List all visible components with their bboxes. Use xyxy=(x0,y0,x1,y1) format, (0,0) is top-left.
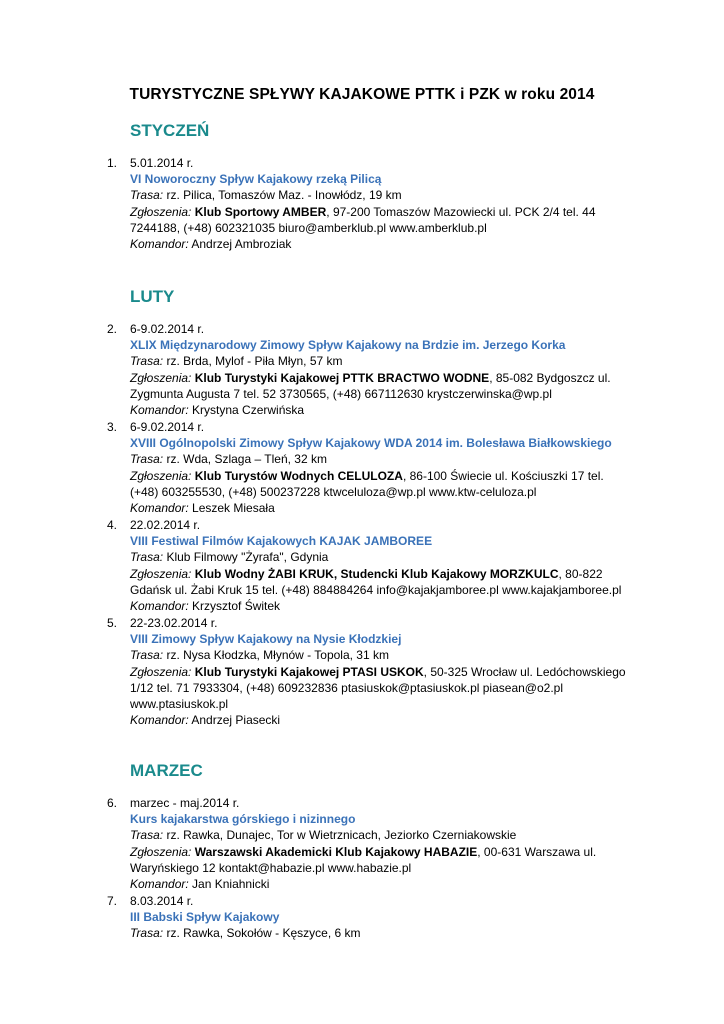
list-item xyxy=(107,795,647,892)
event-date: 6-9.02.2014 r. xyxy=(130,322,205,336)
komandor-label: Komandor: xyxy=(130,599,189,614)
komandor-value: Krystyna Czerwińska xyxy=(188,403,305,418)
contact-text: , 50-325 Wrocław ul. Ledóchowskiego xyxy=(423,664,626,679)
trasa-value: rz. Nysa Kłodzka, Młynów - Topola, 31 km xyxy=(163,648,389,663)
trasa-label: Trasa: xyxy=(130,452,164,467)
list-item xyxy=(107,321,647,418)
club-name: Warszawski Akademicki Klub Kajakowy HABAZIE xyxy=(194,844,478,859)
document-title: TURYSTYCZNE SPŁYWY KAJAKOWE PTTK i PZK w roku 2014 xyxy=(129,86,595,103)
event-title: VI Noworoczny Spływ Kajakowy rzeką Pilicą xyxy=(130,172,382,187)
item-number: 2. xyxy=(107,322,118,336)
event-date: 5.01.2014 r. xyxy=(130,156,194,170)
trasa-value: rz. Rawka, Dunajec, Tor w Wietrznicach, Jeziorko Czerniakowskie xyxy=(163,828,517,843)
item-number: 7. xyxy=(107,894,118,908)
month-heading-styczen: STYCZEŃ xyxy=(130,121,210,140)
trasa-label: Trasa: xyxy=(130,188,164,203)
contact-text: , 85-082 Bydgoszcz ul. xyxy=(489,370,611,385)
komandor-value: Krzysztof Świtek xyxy=(188,599,281,614)
item-number: 6. xyxy=(107,796,118,810)
trasa-value: rz. Pilica, Tomaszów Maz. - Inowłódz, 19 km xyxy=(163,188,402,203)
list-item xyxy=(107,615,647,728)
contact-text: 1/12 tel. 71 7933304, (+48) 609232836 ptasiuskok@ptasiuskok.pl piasean@o2.pl xyxy=(130,680,563,695)
komandor-value: Leszek Miesała xyxy=(188,501,275,516)
contact-text: , 97-200 Tomaszów Mazowiecki ul. PCK 2/4 tel. 44 xyxy=(326,204,596,219)
trasa-value: rz. Wda, Szlaga – Tleń, 32 km xyxy=(163,452,327,467)
event-title: XVIII Ogólnopolski Zimowy Spływ Kajakowy WDA 2014 im. Bolesława Białkowskiego xyxy=(130,436,612,451)
zgloszenia-label: Zgłoszenia: xyxy=(130,664,192,679)
contact-text: www.ptasiuskok.pl xyxy=(130,697,229,712)
contact-text: Gdańsk ul. Żabi Kruk 15 tel. (+48) 884884264 info@kajakjamboree.pl www.kajakjamboree.pl xyxy=(130,582,622,597)
trasa-label: Trasa: xyxy=(130,828,164,843)
komandor-value: Jan Kniahnicki xyxy=(188,877,270,892)
komandor-label: Komandor: xyxy=(130,713,189,728)
item-number: 5. xyxy=(107,616,118,630)
club-name: Klub Wodny ŻABI KRUK, Studencki Klub Kajakowy MORZKULC xyxy=(194,566,559,581)
trasa-value: rz. Rawka, Sokołów - Kęszyce, 6 km xyxy=(163,926,361,941)
zgloszenia-label: Zgłoszenia: xyxy=(130,204,192,219)
zgloszenia-label: Zgłoszenia: xyxy=(130,844,192,859)
komandor-label: Komandor: xyxy=(130,501,189,516)
trasa-label: Trasa: xyxy=(130,648,164,663)
event-date: 22-23.02.2014 r. xyxy=(130,616,218,630)
month-heading-luty: LUTY xyxy=(130,287,175,306)
zgloszenia-label: Zgłoszenia: xyxy=(130,468,192,483)
month-heading-marzec: MARZEC xyxy=(130,761,203,780)
contact-text: Waryńskiego 12 kontakt@habazie.pl www.habazie.pl xyxy=(130,860,412,875)
trasa-label: Trasa: xyxy=(130,926,164,941)
list-item xyxy=(107,419,647,516)
komandor-value: Andrzej Ambroziak xyxy=(188,237,292,252)
event-title: VIII Festiwal Filmów Kajakowych KAJAK JAMBOREE xyxy=(130,534,433,549)
club-name: Klub Sportowy AMBER xyxy=(194,204,327,219)
event-date: 6-9.02.2014 r. xyxy=(130,420,205,434)
zgloszenia-label: Zgłoszenia: xyxy=(130,566,192,581)
trasa-label: Trasa: xyxy=(130,354,164,369)
contact-text: 7244188, (+48) 602321035 biuro@amberklub.pl www.amberklub.pl xyxy=(130,220,487,235)
event-title: VIII Zimowy Spływ Kajakowy na Nysie Kłodzkiej xyxy=(130,632,402,647)
event-date: marzec - maj.2014 r. xyxy=(130,796,240,810)
event-date: 8.03.2014 r. xyxy=(130,894,194,908)
event-title: Kurs kajakarstwa górskiego i nizinnego xyxy=(130,812,356,827)
item-number: 3. xyxy=(107,420,118,434)
event-date: 22.02.2014 r. xyxy=(130,518,201,532)
contact-text: Zygmunta Augusta 7 tel. 52 3730565, (+48) 667112630 krystczerwinska@wp.pl xyxy=(130,386,552,401)
club-name: Klub Turystów Wodnych CELULOZA xyxy=(194,468,403,483)
event-title: III Babski Spływ Kajakowy xyxy=(130,910,280,925)
komandor-label: Komandor: xyxy=(130,877,189,892)
event-title: XLIX Międzynarodowy Zimowy Spływ Kajakowy na Brdzie im. Jerzego Korka xyxy=(130,338,566,353)
komandor-label: Komandor: xyxy=(130,403,189,418)
contact-text: (+48) 603255530, (+48) 500237228 ktwceluloza@wp.pl www.ktw-celuloza.pl xyxy=(130,484,537,499)
zgloszenia-label: Zgłoszenia: xyxy=(130,370,192,385)
komandor-value: Andrzej Piasecki xyxy=(188,713,281,728)
list-item xyxy=(107,893,647,942)
contact-text: , 86-100 Świecie ul. Kościuszki 17 tel. xyxy=(402,468,604,483)
komandor-label: Komandor: xyxy=(130,237,189,252)
club-name: Klub Turystyki Kajakowej PTTK BRACTWO WODNE xyxy=(194,370,490,385)
item-number: 4. xyxy=(107,518,118,532)
club-name: Klub Turystyki Kajakowej PTASI USKOK xyxy=(194,664,424,679)
list-item xyxy=(107,517,647,614)
item-number: 1. xyxy=(107,156,118,170)
trasa-value: Klub Filmowy "Żyrafa", Gdynia xyxy=(163,550,329,565)
trasa-label: Trasa: xyxy=(130,550,164,565)
list-item xyxy=(107,155,647,252)
contact-text: , 00-631 Warszawa ul. xyxy=(477,844,597,859)
contact-text: , 80-822 xyxy=(558,566,603,581)
trasa-value: rz. Brda, Mylof - Piła Młyn, 57 km xyxy=(163,354,343,369)
